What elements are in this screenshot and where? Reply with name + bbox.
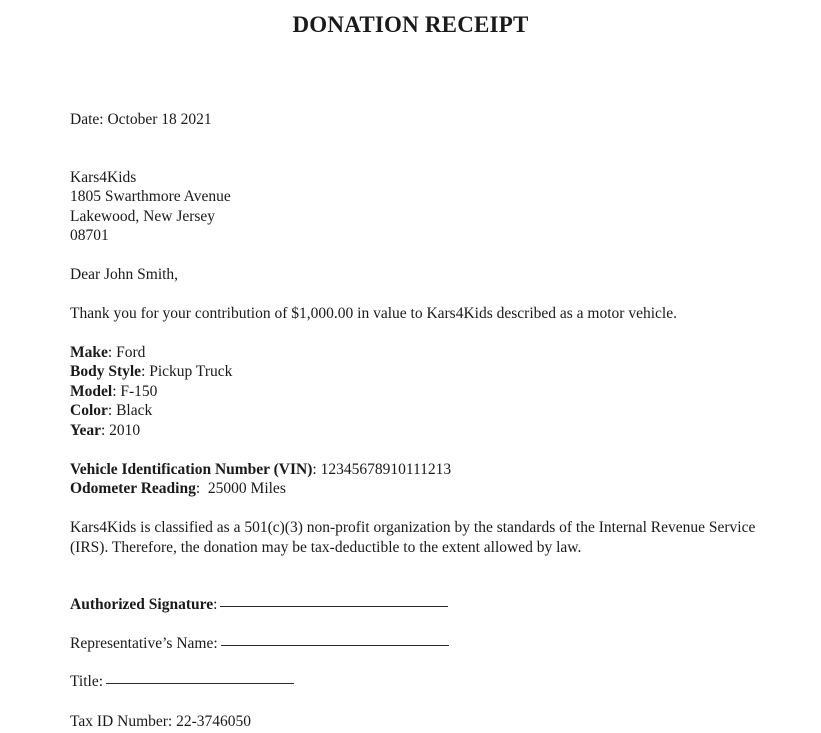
vehicle-year-value: : 2010 [101,421,141,439]
vehicle-make-label: Make [70,344,108,361]
organization-city-state: Lakewood, New Jersey [70,207,216,225]
vehicle-body-style-label: Body Style [70,363,142,381]
signature-block [70,596,449,731]
title-row [70,673,449,712]
thanks-text: Thank you for your contribution of $1,000.00 in value to Kars4Kids described as a motor vehicle. [70,305,677,322]
authorized-signature-field[interactable] [220,606,448,607]
representative-name-field[interactable] [221,645,449,646]
authorized-signature-colon: : [213,596,218,613]
tax-id-row [70,712,449,731]
odometer-label: Odometer Reading [70,480,196,498]
vehicle-model-label: Model [70,382,113,400]
irs-paragraph [70,518,760,557]
vehicle-make-row [70,343,232,362]
thanks-paragraph [70,304,770,324]
vehicle-make-value: : Ford [107,344,146,361]
vehicle-model-value: : F-150 [112,382,158,400]
organization-street: 1805 Swarthmore Avenue [70,188,231,206]
page-title: DONATION RECEIPT [292,12,529,37]
vehicle-model-row [70,382,232,401]
irs-text: Kars4Kids is classified as a 501(c)(3) non-profit organization by the standards of the Internal Revenue Service (IRS). Therefore, the donation may be tax-deductible to the extent allowed by law. [70,519,756,556]
organization-zip: 08701 [70,227,109,245]
vin-value: : 12345678910111213 [312,461,452,478]
organization-name: Kars4Kids [70,169,137,186]
odometer-row [70,479,451,498]
title-field[interactable] [106,683,294,684]
tax-id-text: Tax ID Number: 22-3746050 [70,712,252,730]
vehicle-body-style-row [70,362,232,381]
representative-name-label: Representative’s Name: [70,634,218,652]
vehicle-body-style-value: : Pickup Truck [141,363,233,381]
vehicle-color-row [70,401,232,420]
date-line [70,110,212,129]
vin-label: Vehicle Identification Number (VIN) [70,461,313,478]
vehicle-year-label: Year [70,421,101,439]
identification-details [70,460,451,499]
salutation-text: Dear John Smith, [70,266,179,283]
salutation-line [70,265,178,284]
vehicle-year-row [70,421,232,440]
odometer-value: : 25000 Miles [195,480,286,498]
authorized-signature-label: Authorized Signature [70,596,214,613]
vehicle-color-value: : Black [107,402,153,420]
authorized-signature-row [70,596,449,635]
representative-name-row [70,635,449,674]
organization-address [70,168,231,246]
vin-row [70,460,451,479]
title-label: Title: [70,673,104,691]
date-text: Date: October 18 2021 [70,111,212,128]
vehicle-details [70,343,232,440]
vehicle-color-label: Color [70,402,108,420]
